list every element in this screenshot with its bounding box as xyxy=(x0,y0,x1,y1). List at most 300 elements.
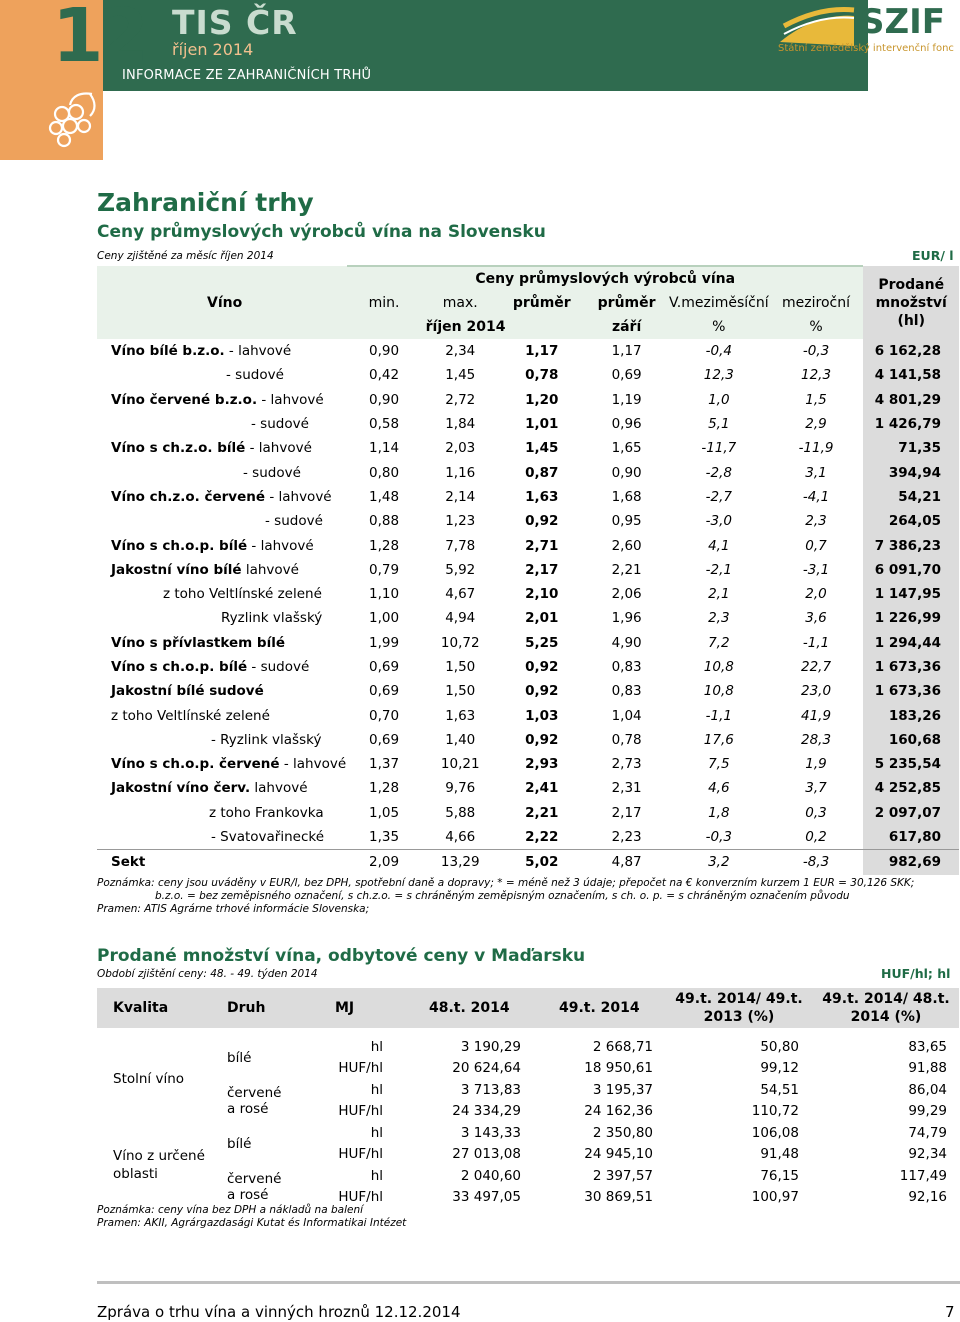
week48-cell: 3 190,29 xyxy=(460,1038,521,1055)
col-wow-header: 49.t. 2014/ 48.t. 2014 (%) xyxy=(822,991,950,1025)
sold-quantity-cell: 160,68 xyxy=(863,728,959,752)
table-row xyxy=(97,582,959,606)
prev-avg-price-cell: 4,90 xyxy=(611,634,642,651)
yoy-index-cell: 99,12 xyxy=(760,1060,799,1077)
prev-avg-price-cell: 1,17 xyxy=(611,343,642,360)
wine-name-cell xyxy=(97,631,347,655)
prev-avg-price-cell: 0,83 xyxy=(611,659,642,675)
wow-index-cell: 74,79 xyxy=(908,1124,947,1141)
min-price-cell: 1,10 xyxy=(368,586,400,603)
wow-index-cell: 86,04 xyxy=(908,1081,947,1098)
wine-type: z toho Veltlínské zelené xyxy=(163,586,322,603)
max-price-cell: 1,50 xyxy=(445,683,476,700)
yoy-change-cell: -0,3 xyxy=(802,343,830,360)
quality-cell: Stolní víno xyxy=(113,1071,185,1087)
col-avg-header: průměr xyxy=(499,291,584,315)
banner-subtitle: INFORMACE ZE ZAHRANIČNÍCH TRHŮ xyxy=(122,68,372,83)
yoy-change-cell: 12,3 xyxy=(801,367,832,384)
yoy-index-cell: 54,51 xyxy=(760,1081,799,1098)
week48-cell: 3 713,83 xyxy=(460,1081,521,1098)
yoy-change-cell: 0,2 xyxy=(805,829,827,846)
wine-name-cell xyxy=(97,655,347,679)
mom-change-cell: -2,7 xyxy=(705,488,732,505)
yoy-change-cell: 3,6 xyxy=(805,610,827,627)
wine-name-cell xyxy=(97,436,347,460)
col-avg-prev-header: průměr xyxy=(584,291,669,315)
mom-change-cell: 7,2 xyxy=(708,634,730,651)
group-header: Ceny průmyslových výrobců vína xyxy=(347,266,864,291)
col-quality-header: Kvalita xyxy=(113,1000,169,1016)
wine-type: z toho Veltlínské zelené xyxy=(111,707,270,724)
yoy-change-cell: -4,1 xyxy=(802,488,830,505)
wine-name-cell xyxy=(97,825,347,850)
mom-change-cell: 10,8 xyxy=(703,659,734,675)
col-max-header: max. xyxy=(421,291,499,315)
sold-quantity-cell: 1 294,44 xyxy=(863,631,959,655)
wine-type: - lahvové xyxy=(247,537,314,554)
yoy-index-cell: 110,72 xyxy=(751,1103,799,1120)
max-price-cell: 9,76 xyxy=(445,780,476,797)
wine-category: Sekt xyxy=(111,854,146,871)
min-price-cell: 0,70 xyxy=(368,707,400,724)
wine-type: - sudové xyxy=(265,513,323,530)
wine-name-cell xyxy=(97,679,347,703)
wine-category: Jakostní bílé sudové xyxy=(111,683,264,700)
section2-period-note: Období zjištění ceny: 48. - 49. týden 2014 xyxy=(97,968,318,980)
col-week49-header: 49.t. 2014 xyxy=(559,1000,640,1016)
wine-type: - sudové xyxy=(243,464,301,481)
yoy-change-cell: 41,9 xyxy=(801,707,832,724)
table-row xyxy=(97,606,959,630)
sold-quantity-cell: 4 141,58 xyxy=(863,363,959,387)
grape-icon xyxy=(40,88,102,156)
max-price-cell: 13,29 xyxy=(440,854,480,871)
prev-avg-price-cell: 2,21 xyxy=(611,561,642,578)
week48-cell: 27 013,08 xyxy=(452,1146,521,1163)
table-row xyxy=(97,703,959,727)
max-price-cell: 2,34 xyxy=(445,343,476,360)
avg-price-cell: 2,01 xyxy=(525,610,559,627)
prev-avg-price-cell: 1,04 xyxy=(611,707,642,724)
week49-cell: 2 350,80 xyxy=(592,1124,653,1141)
table-row xyxy=(97,558,959,582)
max-price-cell: 5,92 xyxy=(445,561,476,578)
wine-name-cell xyxy=(97,776,347,800)
sold-quantity-cell: 1 147,95 xyxy=(863,582,959,606)
section2-heading: Prodané množství vína, odbytové ceny v Maďarsku xyxy=(97,946,586,966)
section-heading: Zahraniční trhy xyxy=(97,188,314,217)
wine-name-cell xyxy=(97,412,347,436)
min-price-cell: 0,42 xyxy=(368,367,400,384)
sold-quantity-cell: 1 226,99 xyxy=(863,606,959,630)
yoy-change-cell: 1,9 xyxy=(805,756,827,773)
table-row xyxy=(97,752,959,776)
min-price-cell: 1,05 xyxy=(368,804,400,821)
prev-avg-price-cell: 0,78 xyxy=(611,731,642,748)
sold-quantity-cell: 4 801,29 xyxy=(863,388,959,412)
unit-cell: HUF/hl xyxy=(338,1060,383,1077)
wine-name-cell xyxy=(97,460,347,484)
table-row xyxy=(97,509,959,533)
col-kind-header: Druh xyxy=(227,1000,266,1016)
avg-price-cell: 2,10 xyxy=(525,586,559,603)
week48-cell: 3 143,33 xyxy=(460,1124,521,1141)
wine-name-cell xyxy=(97,363,347,387)
wow-index-cell: 99,29 xyxy=(908,1103,947,1120)
tis-title: TIS ČR xyxy=(172,3,298,42)
yoy-change-cell: 22,7 xyxy=(801,659,832,675)
mom-change-cell: 17,6 xyxy=(703,731,734,748)
yoy-change-cell: 28,3 xyxy=(801,731,832,748)
mom-change-cell: -0,3 xyxy=(705,829,732,846)
wine-name-cell xyxy=(97,582,347,606)
yoy-index-cell: 106,08 xyxy=(751,1124,799,1141)
wine-type: Ryzlink vlašský xyxy=(221,610,323,627)
avg-price-cell: 2,21 xyxy=(525,804,559,821)
col-mj-header: MJ xyxy=(335,1000,355,1016)
wow-index-cell: 117,49 xyxy=(899,1167,947,1184)
wine-category: Víno červené b.z.o. xyxy=(111,391,258,408)
avg-price-cell: 2,17 xyxy=(525,561,559,578)
avg-price-cell: 1,03 xyxy=(525,707,559,724)
wine-category: Víno s ch.o.p. bílé xyxy=(111,537,248,554)
prev-avg-price-cell: 0,95 xyxy=(611,513,642,530)
kind-cell xyxy=(209,1165,313,1208)
max-price-cell: 10,72 xyxy=(440,634,480,651)
yoy-change-cell: 0,3 xyxy=(805,804,827,821)
yoy-change-cell: 3,1 xyxy=(805,464,827,481)
avg-price-cell: 1,45 xyxy=(525,440,559,457)
week49-cell: 30 869,51 xyxy=(584,1189,653,1206)
week49-cell: 2 397,57 xyxy=(592,1167,653,1184)
prev-avg-price-cell: 0,69 xyxy=(611,367,642,384)
yoy-change-cell: 3,7 xyxy=(805,780,827,797)
min-price-cell: 1,28 xyxy=(368,537,400,554)
avg-price-cell: 0,87 xyxy=(525,464,559,481)
table-row xyxy=(97,363,959,387)
mom-change-cell: 1,0 xyxy=(708,391,730,408)
prev-avg-price-cell: 2,31 xyxy=(611,780,642,797)
min-price-cell: 1,48 xyxy=(368,488,400,505)
max-price-cell: 5,88 xyxy=(445,804,476,821)
kind-cell: bílé xyxy=(227,1049,252,1066)
col-mom-header: V.meziměsíční xyxy=(669,291,769,315)
avg-price-cell: 0,92 xyxy=(525,659,559,675)
sold-quantity-cell: 1 673,36 xyxy=(863,655,959,679)
wow-index-cell: 91,88 xyxy=(908,1060,947,1077)
mom-change-cell: -11,7 xyxy=(701,440,737,457)
quality-cell: Víno z určené oblasti xyxy=(113,1148,205,1182)
wine-name-cell xyxy=(97,509,347,533)
unit-label: EUR/ l xyxy=(912,248,954,263)
wine-category: Jakostní víno červ. xyxy=(111,780,251,797)
section2-note: Poznámka: ceny vína bez DPH a nákladů na balení xyxy=(97,1204,364,1216)
wine-name-cell xyxy=(97,606,347,630)
unit-cell: hl xyxy=(370,1081,383,1098)
week49-cell: 24 162,36 xyxy=(584,1103,653,1120)
table-row xyxy=(97,655,959,679)
avg-price-cell: 2,71 xyxy=(525,537,559,554)
unit-cell: hl xyxy=(370,1038,383,1055)
unit-cell: hl xyxy=(370,1124,383,1141)
min-price-cell: 0,79 xyxy=(368,561,400,578)
week48-cell: 20 624,64 xyxy=(452,1060,521,1077)
avg-price-cell: 0,78 xyxy=(525,367,559,384)
wine-type: lahvové xyxy=(241,561,299,578)
prev-avg-price-cell: 0,96 xyxy=(611,416,642,433)
col-min-header: min. xyxy=(347,291,421,315)
min-price-cell: 0,90 xyxy=(368,391,400,408)
table-row xyxy=(97,485,959,509)
avg-price-cell: 0,92 xyxy=(525,731,559,748)
mom-change-cell: 12,3 xyxy=(703,367,734,384)
wine-type: - lahvové xyxy=(224,343,292,360)
wine-category: Víno s ch.o.p. červené xyxy=(111,756,280,773)
kind-red-label: červené xyxy=(227,1170,282,1187)
week48-cell: 24 334,29 xyxy=(452,1103,521,1120)
wine-type: - Ryzlink vlašský xyxy=(211,731,322,748)
prev-avg-price-cell: 4,87 xyxy=(611,854,642,871)
min-price-cell: 1,37 xyxy=(368,756,400,773)
mom-change-cell: 3,2 xyxy=(708,854,730,871)
max-price-cell: 7,78 xyxy=(445,537,476,554)
wine-name-cell xyxy=(97,850,347,875)
wine-type: - sudové xyxy=(247,659,310,675)
mom-change-cell: 2,3 xyxy=(708,610,730,627)
sub-header-pct: % xyxy=(669,315,769,339)
wine-name-cell xyxy=(97,801,347,825)
table-row xyxy=(97,339,959,363)
max-price-cell: 4,67 xyxy=(445,586,476,603)
wine-name-cell xyxy=(97,703,347,727)
col-week48-header: 48.t. 2014 xyxy=(429,1000,510,1016)
max-price-cell: 1,40 xyxy=(445,731,476,748)
wine-type: z toho Frankovka xyxy=(209,804,324,821)
wine-category: Víno s přívlastkem bílé xyxy=(111,634,285,651)
yoy-index-cell: 76,15 xyxy=(760,1167,799,1184)
issue-month: říjen 2014 xyxy=(172,40,254,59)
kind-red-label: červené xyxy=(227,1084,282,1101)
yoy-change-cell: -11,9 xyxy=(798,440,834,457)
max-price-cell: 4,94 xyxy=(445,610,476,627)
yoy-index-cell: 91,48 xyxy=(760,1146,799,1163)
wine-type: - Svatovařinecké xyxy=(211,829,325,846)
szif-logo-subtitle: Státní zemědělský intervenční fonc xyxy=(778,43,954,54)
wine-type: - sudové xyxy=(226,367,284,384)
col-wine-header: Víno xyxy=(97,266,347,339)
week48-cell: 33 497,05 xyxy=(452,1189,521,1206)
unit-cell: HUF/hl xyxy=(338,1146,383,1163)
wine-name-cell xyxy=(97,388,347,412)
yoy-index-cell: 50,80 xyxy=(760,1038,799,1055)
table-note-abbrev: b.z.o. = bez zeměpisného označení, s ch.z.o. = s chráněným zeměpisným označením, s ch. o. p. = s chráněným označením původu xyxy=(155,890,850,902)
sold-quantity-cell: 71,35 xyxy=(863,436,959,460)
yoy-change-cell: 2,3 xyxy=(805,513,827,530)
issue-number: 12 xyxy=(52,0,143,79)
sold-quantity-cell: 1 673,36 xyxy=(863,679,959,703)
sold-quantity-cell: 2 097,07 xyxy=(863,801,959,825)
page-number: 7 xyxy=(945,1303,955,1321)
wow-index-cell: 92,34 xyxy=(908,1146,947,1163)
sold-quantity-cell: 4 252,85 xyxy=(863,776,959,800)
avg-price-cell: 0,92 xyxy=(525,513,559,530)
prev-avg-price-cell: 2,60 xyxy=(611,537,642,554)
avg-price-cell: 1,20 xyxy=(525,391,559,408)
mom-change-cell: 4,1 xyxy=(708,537,730,554)
unit-cell: HUF/hl xyxy=(338,1103,383,1120)
prev-avg-price-cell: 2,73 xyxy=(611,756,642,773)
prev-avg-price-cell: 2,23 xyxy=(611,829,642,846)
avg-price-cell: 1,17 xyxy=(525,343,559,360)
mom-change-cell: -2,1 xyxy=(705,561,732,578)
sold-quantity-cell: 183,26 xyxy=(863,703,959,727)
min-price-cell: 1,99 xyxy=(368,634,400,651)
wine-category: Víno ch.z.o. červené xyxy=(111,488,266,505)
yoy-change-cell: -3,1 xyxy=(802,561,830,578)
mom-change-cell: 2,1 xyxy=(708,586,730,603)
max-price-cell: 1,50 xyxy=(445,659,476,675)
table-row xyxy=(97,631,959,655)
week49-cell: 2 668,71 xyxy=(592,1038,653,1055)
mom-change-cell: 1,8 xyxy=(708,804,730,821)
table-row xyxy=(97,728,959,752)
min-price-cell: 1,00 xyxy=(368,610,400,627)
max-price-cell: 2,03 xyxy=(445,440,476,457)
max-price-cell: 4,66 xyxy=(445,829,476,846)
sold-quantity-cell: 7 386,23 xyxy=(863,533,959,557)
header-banner xyxy=(0,0,960,160)
yoy-change-cell: 1,5 xyxy=(805,391,827,408)
max-price-cell: 1,84 xyxy=(445,416,476,433)
unit-cell: HUF/hl xyxy=(338,1189,383,1206)
min-price-cell: 0,69 xyxy=(368,659,400,675)
max-price-cell: 1,63 xyxy=(445,707,476,724)
prev-avg-price-cell: 1,19 xyxy=(611,391,642,408)
kind-rose-label: a rosé xyxy=(227,1100,269,1117)
mom-change-cell: 4,6 xyxy=(708,780,730,797)
min-price-cell: 0,69 xyxy=(368,731,400,748)
kind-cell xyxy=(209,1079,313,1122)
avg-price-cell: 1,63 xyxy=(525,488,559,505)
avg-price-cell: 2,41 xyxy=(525,780,559,797)
mom-change-cell: -2,8 xyxy=(705,464,732,481)
table-note: Poznámka: ceny jsou uváděny v EUR/l, bez DPH, spotřební daně a dopravy; * = méně než 3 údaje; přepočet na € konverzním kurzem 1 EUR = 30,126 SKK; xyxy=(97,877,915,889)
table-row xyxy=(97,388,959,412)
yoy-change-cell: 0,7 xyxy=(805,537,827,554)
table-row xyxy=(97,679,959,703)
col-qty-header: Prodané množství (hl) xyxy=(863,266,959,339)
week49-cell: 18 950,61 xyxy=(584,1060,653,1077)
mom-change-cell: 7,5 xyxy=(708,756,730,773)
max-price-cell: 10,21 xyxy=(440,756,480,773)
mom-change-cell: -0,4 xyxy=(705,343,732,360)
wine-type: - lahvové xyxy=(265,488,332,505)
footer-divider xyxy=(97,1281,960,1284)
sold-quantity-cell: 6 091,70 xyxy=(863,558,959,582)
mom-change-cell: 5,1 xyxy=(708,416,730,433)
yoy-change-cell: -8,3 xyxy=(802,854,830,871)
wine-type: - sudové xyxy=(251,416,309,433)
avg-price-cell: 0,92 xyxy=(525,683,559,700)
table-row xyxy=(97,460,959,484)
min-price-cell: 0,58 xyxy=(368,416,400,433)
sold-quantity-cell: 6 162,28 xyxy=(863,339,959,363)
wine-category: Jakostní víno bílé xyxy=(111,561,242,578)
prev-avg-price-cell: 0,83 xyxy=(611,683,642,700)
wine-type: - lahvové xyxy=(245,440,312,457)
wine-category: Víno s ch.o.p. bílé xyxy=(111,659,248,675)
prev-avg-price-cell: 1,96 xyxy=(611,610,642,627)
kind-cell: bílé xyxy=(227,1135,252,1152)
wine-category: Víno bílé b.z.o. xyxy=(111,343,225,360)
prev-avg-price-cell: 2,17 xyxy=(611,804,642,821)
wine-name-cell xyxy=(97,752,347,776)
table-row xyxy=(97,850,959,875)
yoy-change-cell: 23,0 xyxy=(801,683,832,700)
unit-cell: hl xyxy=(370,1167,383,1184)
sold-quantity-cell: 54,21 xyxy=(863,485,959,509)
wine-name-cell xyxy=(97,558,347,582)
table-row xyxy=(97,1122,959,1144)
szif-logo-text: SZIF xyxy=(860,2,946,42)
wow-index-cell: 83,65 xyxy=(908,1038,947,1055)
min-price-cell: 0,69 xyxy=(368,683,400,700)
table-row xyxy=(97,436,959,460)
week49-cell: 24 945,10 xyxy=(584,1146,653,1163)
section2-unit-label: HUF/hl; hl xyxy=(881,966,951,981)
wine-name-cell xyxy=(97,485,347,509)
min-price-cell: 0,80 xyxy=(368,464,400,481)
section-subheading: Ceny průmyslových výrobců vína na Slovensku xyxy=(97,222,546,242)
max-price-cell: 1,45 xyxy=(445,367,476,384)
table-row xyxy=(97,1165,959,1187)
wine-name-cell xyxy=(97,728,347,752)
sold-quantity-cell: 394,94 xyxy=(863,460,959,484)
table-row xyxy=(97,801,959,825)
period-note: Ceny zjištěné za měsíc říjen 2014 xyxy=(97,250,274,262)
max-price-cell: 2,14 xyxy=(445,488,476,505)
table-row xyxy=(97,825,959,850)
avg-price-cell: 2,22 xyxy=(525,829,559,846)
max-price-cell: 1,23 xyxy=(445,513,476,530)
yoy-change-cell: -1,1 xyxy=(802,634,830,651)
min-price-cell: 0,88 xyxy=(368,513,400,530)
wine-category: Víno s ch.z.o. bílé xyxy=(111,440,246,457)
min-price-cell: 2,09 xyxy=(368,854,400,871)
table-row xyxy=(97,776,959,800)
sold-quantity-cell: 264,05 xyxy=(863,509,959,533)
week48-cell: 2 040,60 xyxy=(460,1167,521,1184)
mom-change-cell: -3,0 xyxy=(705,513,732,530)
mom-change-cell: -1,1 xyxy=(705,707,732,724)
hungary-wine-table xyxy=(97,988,959,1208)
avg-price-cell: 2,93 xyxy=(525,756,559,773)
prev-avg-price-cell: 1,65 xyxy=(611,440,642,457)
table-row xyxy=(97,412,959,436)
week49-cell: 3 195,37 xyxy=(592,1081,653,1098)
avg-price-cell: 5,02 xyxy=(525,854,559,871)
max-price-cell: 2,72 xyxy=(445,391,476,408)
wow-index-cell: 92,16 xyxy=(908,1189,947,1206)
wine-type: lahvové xyxy=(250,780,308,797)
max-price-cell: 1,16 xyxy=(445,464,476,481)
min-price-cell: 1,28 xyxy=(368,780,400,797)
table-source: Pramen: ATIS Agrárne trhové informácie Slovenska; xyxy=(97,903,370,915)
col-yoy-header: meziroční xyxy=(769,291,864,315)
sub-header-october: říjen 2014 xyxy=(347,315,584,339)
prev-avg-price-cell: 0,90 xyxy=(611,464,642,481)
sold-quantity-cell: 1 426,79 xyxy=(863,412,959,436)
